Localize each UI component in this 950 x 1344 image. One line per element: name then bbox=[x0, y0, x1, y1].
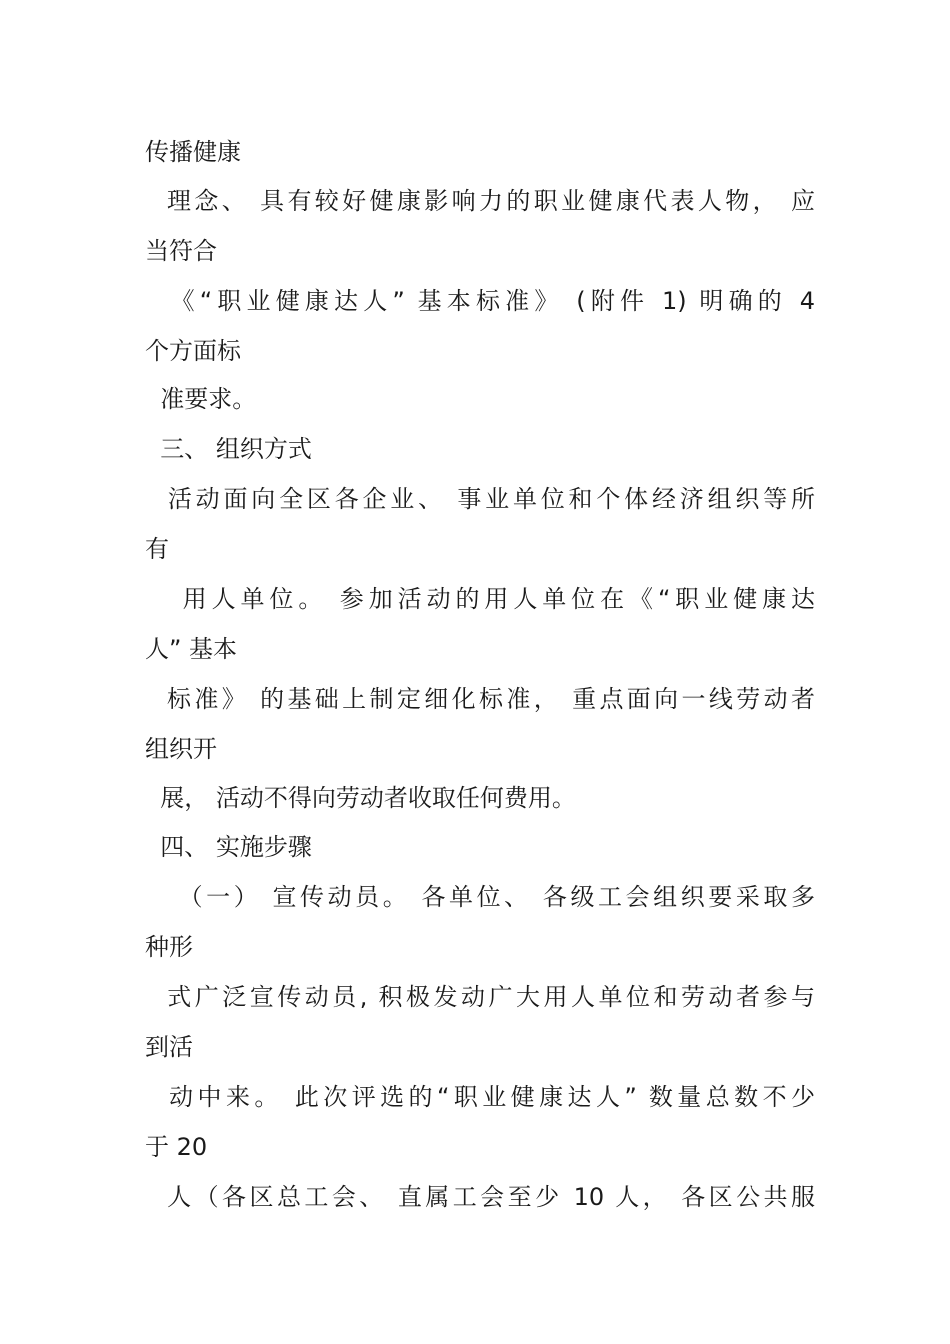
text-line: 式广泛宣传动员, 积极发动广大用人单位和劳动者参与 bbox=[145, 983, 815, 1011]
text-line: 标准》 的基础上制定细化标准， 重点面向一线劳动者 bbox=[145, 685, 815, 713]
text-line: 动中来。 此次评选的“职业健康达人” 数量总数不少 bbox=[145, 1083, 815, 1111]
section-heading: 三、 组织方式 bbox=[145, 435, 312, 463]
text-line: 到活 bbox=[145, 1033, 193, 1061]
text-line: 于 20 bbox=[145, 1133, 208, 1161]
text-line: 传播健康 bbox=[145, 138, 241, 166]
text-line: 当符合 bbox=[145, 237, 217, 265]
text-line: 有 bbox=[145, 535, 169, 563]
text-line: 展， 活动不得向劳动者收取任何费用。 bbox=[145, 784, 576, 812]
text-line: 个方面标 bbox=[145, 337, 241, 365]
text-line: 理念、 具有较好健康影响力的职业健康代表人物， 应 bbox=[145, 187, 815, 215]
text-line: 《“职业健康达人” 基本标准》 (附件 1) 明确的 4 bbox=[145, 287, 815, 315]
text-line: 种形 bbox=[145, 933, 193, 961]
text-line: 准要求。 bbox=[145, 385, 257, 413]
text-line: 用人单位。 参加活动的用人单位在《“职业健康达 bbox=[145, 585, 815, 613]
text-line: （一） 宣传动员。 各单位、 各级工会组织要采取多 bbox=[145, 883, 815, 911]
text-line: 组织开 bbox=[145, 735, 217, 763]
text-line: 人” 基本 bbox=[145, 635, 238, 663]
section-heading: 四、 实施步骤 bbox=[145, 833, 312, 861]
text-line: 人（各区总工会、 直属工会至少 10 人， 各区公共服 bbox=[145, 1183, 815, 1211]
text-line: 活动面向全区各企业、 事业单位和个体经济组织等所 bbox=[145, 485, 815, 513]
